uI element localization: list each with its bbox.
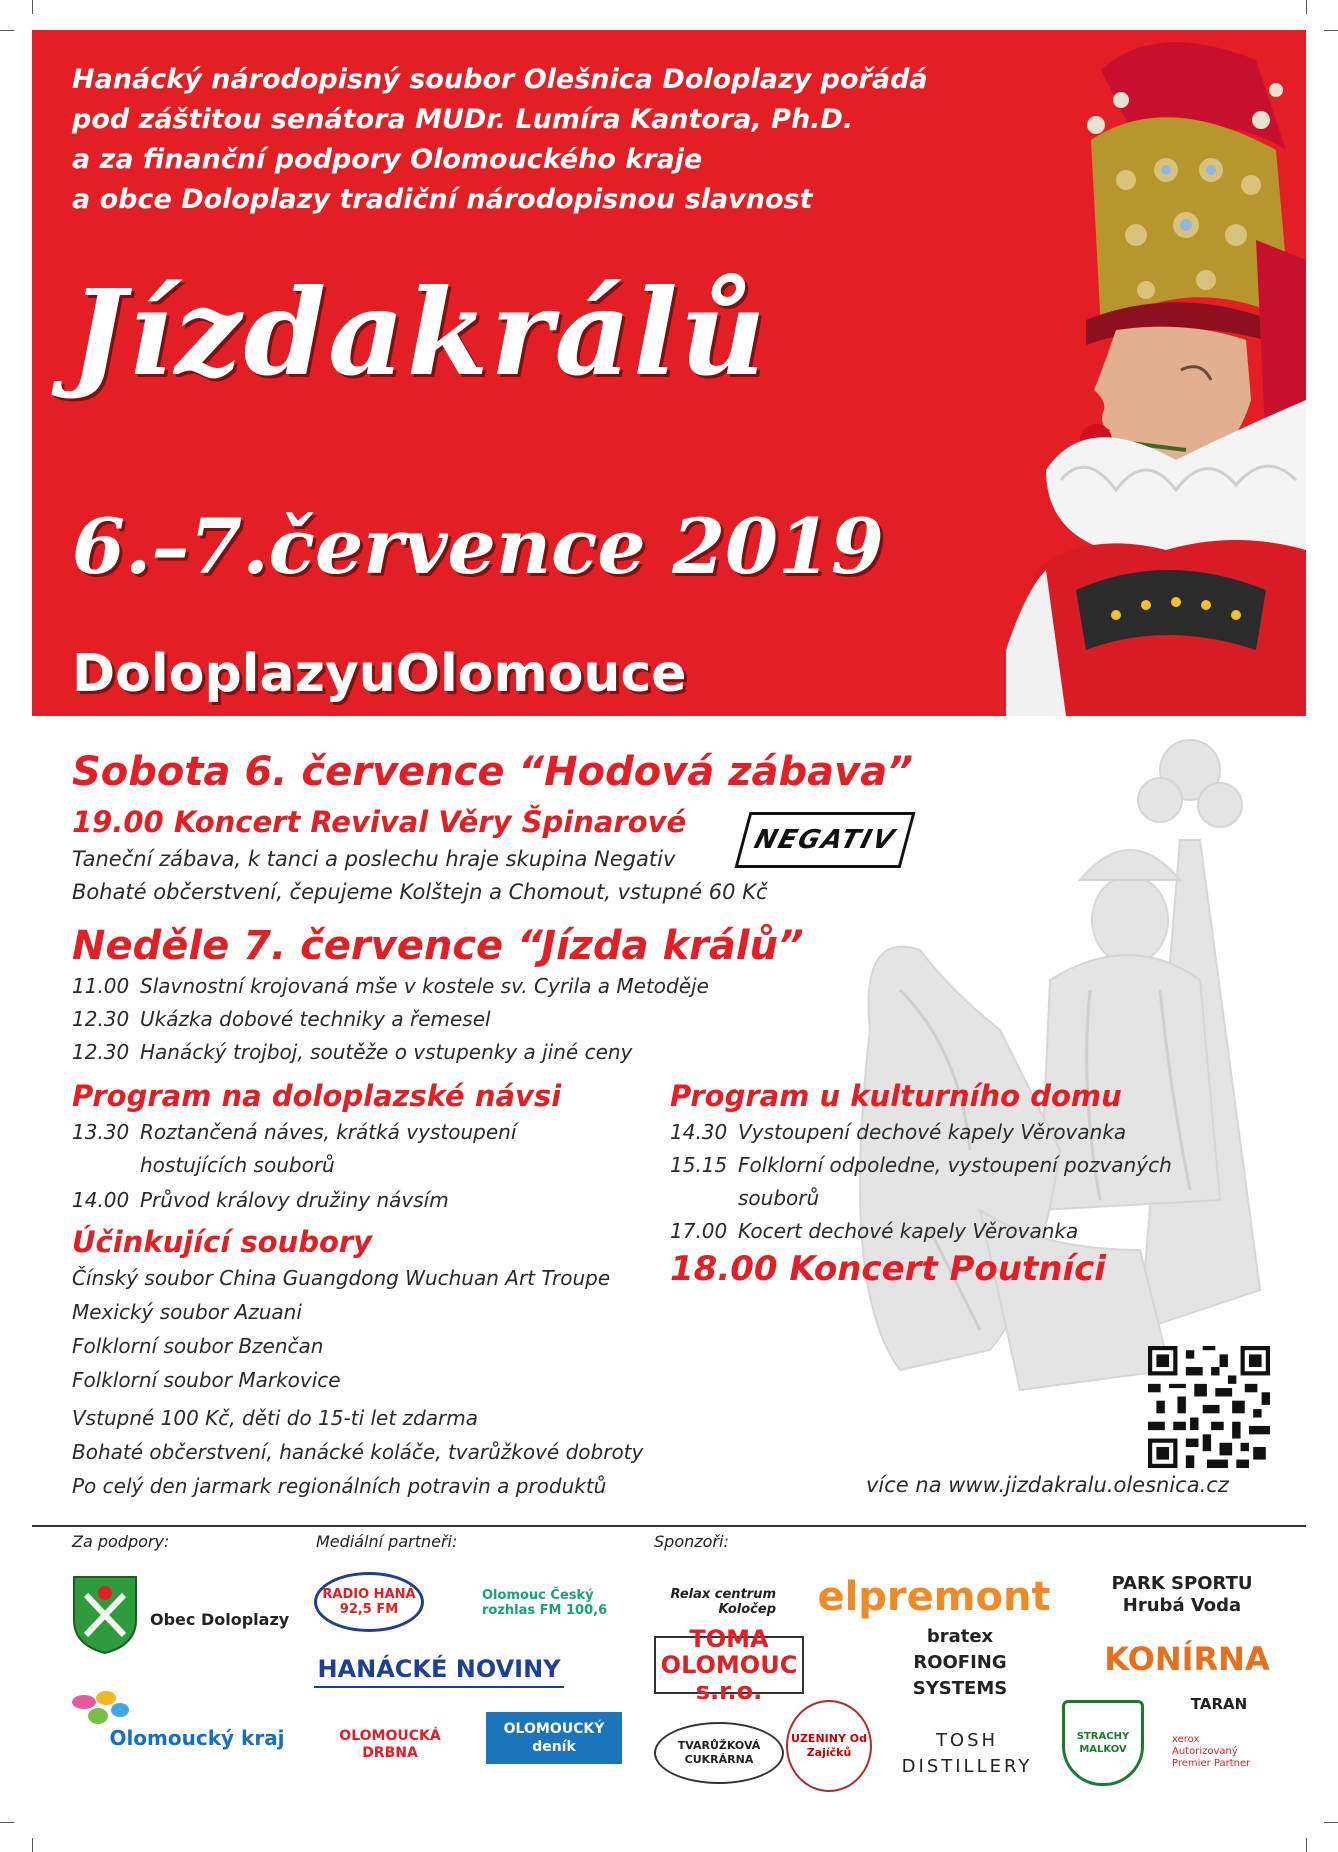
radio-hana-logo: RADIO HANÁ 92,5 FM bbox=[314, 1572, 424, 1632]
sunday-item-time: 12.30 bbox=[72, 1007, 130, 1031]
program-square-item bbox=[72, 1151, 335, 1179]
program-square-time: 14.00 bbox=[72, 1188, 130, 1212]
rider-illustration bbox=[840, 730, 1310, 1410]
cro-olomouc-logo: Olomouc Český rozhlas FM 100,6 bbox=[482, 1588, 608, 1618]
elpremont-logo: elpremont bbox=[817, 1574, 1051, 1620]
intro-line: Hanácký národopisný soubor Olešnica Doloplazy pořádá bbox=[72, 64, 928, 95]
event-date: 6.–7.července 2019 bbox=[72, 502, 884, 591]
program-square-item bbox=[72, 1118, 516, 1146]
program-culture-item bbox=[670, 1118, 1126, 1146]
program-culture-text: Vystoupení dechové kapely Věrovanka bbox=[738, 1120, 1127, 1144]
program-culture-item bbox=[670, 1151, 1172, 1179]
sunday-item bbox=[72, 1005, 491, 1033]
header-banner bbox=[32, 30, 1306, 716]
sunday-heading: Neděle 7. července “Jízda králů” bbox=[72, 923, 804, 969]
program-square-text: Roztančená náves, krátká vystoupení bbox=[140, 1120, 517, 1144]
ensemble-item: Čínský soubor China Guangdong Wuchuan Art Troupe bbox=[72, 1266, 611, 1290]
event-title: Jízdakrálů bbox=[70, 263, 768, 402]
tosh-distillery-logo: TOSH DISTILLERY bbox=[901, 1730, 1033, 1777]
program-square-text: Průvod královy družiny návsím bbox=[140, 1188, 449, 1212]
footer-divider bbox=[32, 1525, 1306, 1527]
program-square-heading: Program na doloplazské návsi bbox=[72, 1079, 562, 1113]
tvaruzkova-cukrarna-logo: TVARŮŽKOVÁ CUKRÁRNA bbox=[654, 1722, 784, 1784]
xerox-logo: xerox Autorizovaný Premier Partner bbox=[1172, 1734, 1251, 1769]
saturday-line: Taneční zábava, k tanci a poslechu hraje skupina Negativ bbox=[72, 847, 676, 871]
strachy-malkov-logo: STRACHY MALKOV bbox=[1062, 1700, 1144, 1786]
bratex-logo: bratex ROOFING SYSTEMS bbox=[912, 1626, 1008, 1699]
intro-line: a za finanční podpory Olomouckého kraje bbox=[72, 144, 703, 175]
media-label: Mediální partneři: bbox=[316, 1532, 458, 1551]
program-square-text: hostujících souborů bbox=[140, 1153, 335, 1177]
olomoucky-kraj-logo: Olomoucký kraj bbox=[109, 1726, 285, 1750]
info-line: Vstupné 100 Kč, děti do 15-ti let zdarma bbox=[72, 1406, 478, 1430]
event-place: DoloplazyuOlomouce bbox=[72, 644, 687, 704]
hanacke-noviny-logo: HANÁCKÉ NOVINY bbox=[314, 1652, 564, 1688]
relax-centrum-logo: Relax centrum Koločep bbox=[670, 1587, 776, 1617]
ensemble-item: Mexický soubor Azuani bbox=[72, 1300, 302, 1324]
website-link[interactable]: více na www.jizdakralu.olesnica.cz bbox=[866, 1473, 1229, 1497]
saturday-concert: 19.00 Koncert Revival Věry Špinarové bbox=[72, 805, 687, 839]
sponsors-label: Sponzoři: bbox=[654, 1532, 729, 1551]
toma-logo: TOMA OLOMOUC s.r.o. bbox=[654, 1636, 804, 1694]
sunday-item-text: Hanácký trojboj, soutěže o vstupenky a jiné ceny bbox=[140, 1040, 633, 1064]
sunday-item-text: Slavnostní krojovaná mše v kostele sv. Cyrila a Metoděje bbox=[140, 974, 709, 998]
sunday-item bbox=[72, 1038, 632, 1066]
highlight-concert: 18.00 Koncert Poutníci bbox=[670, 1249, 1106, 1289]
program-square-time: 13.30 bbox=[72, 1120, 130, 1144]
intro-line: pod záštitou senátora MUDr. Lumíra Kantora, Ph.D. bbox=[72, 104, 854, 135]
sunday-item-time: 11.00 bbox=[72, 974, 130, 998]
ensembles-heading: Účinkující soubory bbox=[72, 1225, 373, 1259]
olomoucky-denik-logo: OLOMOUCKÝ deník bbox=[486, 1712, 622, 1764]
ensemble-item: Folklorní soubor Markovice bbox=[72, 1368, 341, 1392]
park-sportu-logo: PARK SPORTU Hrubá Voda bbox=[1111, 1573, 1253, 1616]
program-culture-time: 14.30 bbox=[670, 1120, 728, 1144]
program-square-item bbox=[72, 1186, 449, 1214]
doloplazy-coat-of-arms-icon bbox=[72, 1575, 138, 1655]
intro-text bbox=[72, 60, 1072, 220]
sunday-item-text: Ukázka dobové techniky a řemesel bbox=[140, 1007, 491, 1031]
saturday-heading: Sobota 6. července “Hodová zábava” bbox=[72, 749, 913, 795]
qr-code[interactable] bbox=[1148, 1346, 1270, 1468]
info-line: Bohaté občerstvení, hanácké koláče, tvarůžkové dobroty bbox=[72, 1440, 644, 1464]
program-culture-item bbox=[670, 1184, 819, 1212]
program-culture-text: souborů bbox=[738, 1186, 820, 1210]
intro-line: a obce Doloplazy tradiční národopisnou slavnost bbox=[72, 184, 813, 215]
sunday-item-time: 12.30 bbox=[72, 1040, 130, 1064]
olomoucky-kraj-flower-icon bbox=[70, 1690, 130, 1728]
program-culture-item bbox=[670, 1217, 1078, 1245]
support-label: Za podpory: bbox=[72, 1532, 170, 1551]
taran-logo: TARAN bbox=[1190, 1695, 1248, 1713]
konirna-logo: KONÍRNA bbox=[1104, 1640, 1270, 1678]
program-culture-time: 15.15 bbox=[670, 1153, 728, 1177]
sunday-item bbox=[72, 972, 709, 1000]
uzeniny-logo: UZENINY Od Zajíčků bbox=[786, 1700, 872, 1792]
program-culture-text: Folklorní odpoledne, vystoupení pozvaných bbox=[738, 1153, 1172, 1177]
obec-doloplazy-logo: Obec Doloplazy bbox=[150, 1610, 290, 1629]
program-culture-heading: Program u kulturního domu bbox=[670, 1079, 1122, 1113]
program-culture-time: 17.00 bbox=[670, 1219, 728, 1243]
olomoucka-drbna-logo: OLOMOUCKÁ DRBNA bbox=[339, 1728, 441, 1761]
negativ-logo: NEGATIV bbox=[734, 812, 915, 868]
program-culture-text: Kocert dechové kapely Věrovanka bbox=[738, 1219, 1079, 1243]
info-line: Po celý den jarmark regionálních potravin a produktů bbox=[72, 1474, 607, 1498]
saturday-line: Bohaté občerstvení, čepujeme Kolštejn a Chomout, vstupné 60 Kč bbox=[72, 880, 768, 904]
ensemble-item: Folklorní soubor Bzenčan bbox=[72, 1334, 324, 1358]
